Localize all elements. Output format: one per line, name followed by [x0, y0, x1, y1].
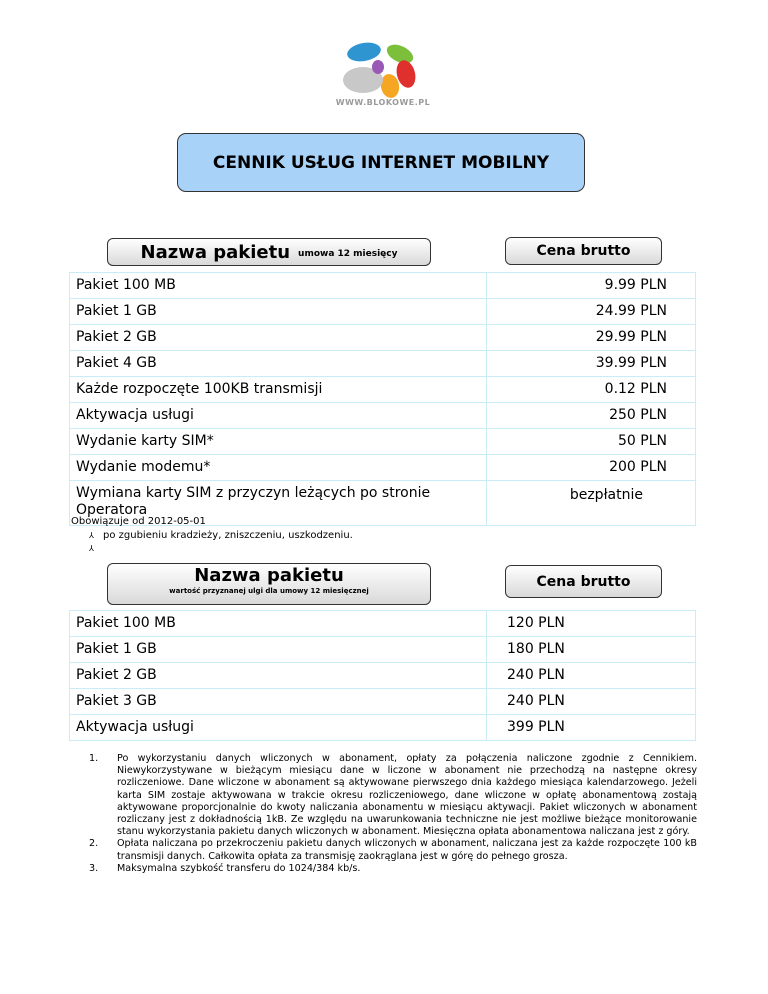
- table-row: [70, 299, 696, 325]
- package-price: 240 PLN: [487, 689, 696, 715]
- section1-price-header: Cena brutto: [505, 237, 662, 265]
- package-name: Pakiet 4 GB: [70, 351, 487, 377]
- package-price: 9.99 PLN: [604, 277, 667, 293]
- footnote-item: [89, 863, 697, 875]
- table-row: [70, 403, 696, 429]
- package-price: bezpłatnie: [569, 487, 643, 503]
- section2-name-header: [107, 563, 431, 605]
- price-table-discount: [69, 610, 696, 741]
- footnote-item: [89, 753, 697, 838]
- package-name: Wymiana karty SIM z przyczyn leżących po stronie Operatora: [70, 481, 487, 526]
- package-price: 120 PLN: [487, 611, 696, 637]
- footnote-item: [89, 838, 697, 862]
- table-row: [70, 325, 696, 351]
- package-name: Pakiet 2 GB: [70, 663, 487, 689]
- bullet-text: po zgubieniu kradzieży, zniszczeniu, uszkodzeniu.: [103, 530, 353, 541]
- footnote-number: 3.: [89, 862, 99, 874]
- price-table-contract: [69, 272, 696, 526]
- footnote-number: 2.: [89, 838, 99, 850]
- package-name: Pakiet 2 GB: [70, 325, 487, 351]
- section1-name-label: Nazwa pakietu: [140, 241, 291, 263]
- bullet-item: [89, 530, 353, 541]
- section2-price-header: Cena brutto: [505, 565, 662, 598]
- footnote-text: Po wykorzystaniu danych wliczonych w abonament, opłaty za połączenia naliczone zgodnie z Cennikiem. Niewykorzystywane w bieżącym miesiącu dane w liczone w abonament nie przechodzą na następne okresy rozliczeniowe. Dane wliczone w abonament są aktywowane pierwszego dnia każdego miesiąca kalendarzowego. Jeżeli karta SIM zostaje aktywowana w trakcie okresu rozliczeniowego, dane wliczone w opłatę abonamentową zostają aktywowane proporcjonalnie do kwoty naliczania abonamentu w miesiącu aktywacji. Pakiet wliczonych w abonament rozliczany jest z dokładnością 1kB. Ze względu na uwarunkowania techniczne nie jest możliwe bieżące monitorowanie stanu wykorzystania pakietu danych wliczonych w abonament. Miesięczna opłata abonamentowa naliczana jest z góry.: [117, 753, 697, 838]
- valid-from-note: Obowiązuje od 2012-05-01: [71, 516, 206, 527]
- package-price: 24.99 PLN: [595, 303, 667, 319]
- package-name: Pakiet 1 GB: [70, 637, 487, 663]
- logo-text: WWW.BLOKOWE.PL: [335, 98, 431, 107]
- package-name: Wydanie modemu*: [70, 455, 487, 481]
- table-row: [70, 377, 696, 403]
- triangle-bullet-icon: ⅄: [89, 544, 94, 553]
- package-price: 250 PLN: [609, 407, 667, 423]
- package-price: 399 PLN: [487, 715, 696, 741]
- table-row: [70, 637, 696, 663]
- package-name: Wydanie karty SIM*: [70, 429, 487, 455]
- table-row: [70, 715, 696, 741]
- footnote-text: Opłata naliczana po przekroczeniu pakietu danych wliczonych w abonament, naliczana jest za każde rozpoczęte 100 kB transmisji danych. Całkowita opłata za transmisję zaokrąglana jest w górę do pełnego grosza.: [117, 838, 697, 862]
- table-row: [70, 351, 696, 377]
- package-price: 50 PLN: [618, 433, 667, 449]
- package-price: 200 PLN: [609, 459, 667, 475]
- table-row: [70, 273, 696, 299]
- table-row: [70, 689, 696, 715]
- section2-name-note: wartość przyznanej ulgi dla umowy 12 miesięcznej: [169, 587, 369, 595]
- footnote-number: 1.: [89, 753, 99, 764]
- triangle-bullet-icon: ⅄: [89, 531, 94, 540]
- package-name: Aktywacja usługi: [70, 403, 487, 429]
- bullet-item: [89, 543, 103, 554]
- section1-name-note: umowa 12 miesięcy: [298, 249, 398, 259]
- package-name: Pakiet 100 MB: [70, 611, 487, 637]
- table-row: [70, 611, 696, 637]
- package-name: Pakiet 100 MB: [70, 273, 487, 299]
- package-price: 0.12 PLN: [604, 381, 667, 397]
- footnotes-list: [89, 753, 697, 875]
- package-price: 180 PLN: [487, 637, 696, 663]
- section2-name-label: Nazwa pakietu: [194, 565, 344, 586]
- package-price: 39.99 PLN: [595, 355, 667, 371]
- table-row: [70, 663, 696, 689]
- package-name: Aktywacja usługi: [70, 715, 487, 741]
- package-price: 240 PLN: [487, 663, 696, 689]
- package-name: Każde rozpoczęte 100KB transmisji: [70, 377, 487, 403]
- table-row: [70, 455, 696, 481]
- page-title: CENNIK USŁUG INTERNET MOBILNY: [177, 133, 585, 192]
- package-name: Pakiet 3 GB: [70, 689, 487, 715]
- section1-name-header: [107, 238, 431, 266]
- footnote-text: Maksymalna szybkość transferu do 1024/384 kb/s.: [117, 862, 361, 874]
- table-row: [70, 429, 696, 455]
- package-price: 29.99 PLN: [595, 329, 667, 345]
- package-name: Pakiet 1 GB: [70, 299, 487, 325]
